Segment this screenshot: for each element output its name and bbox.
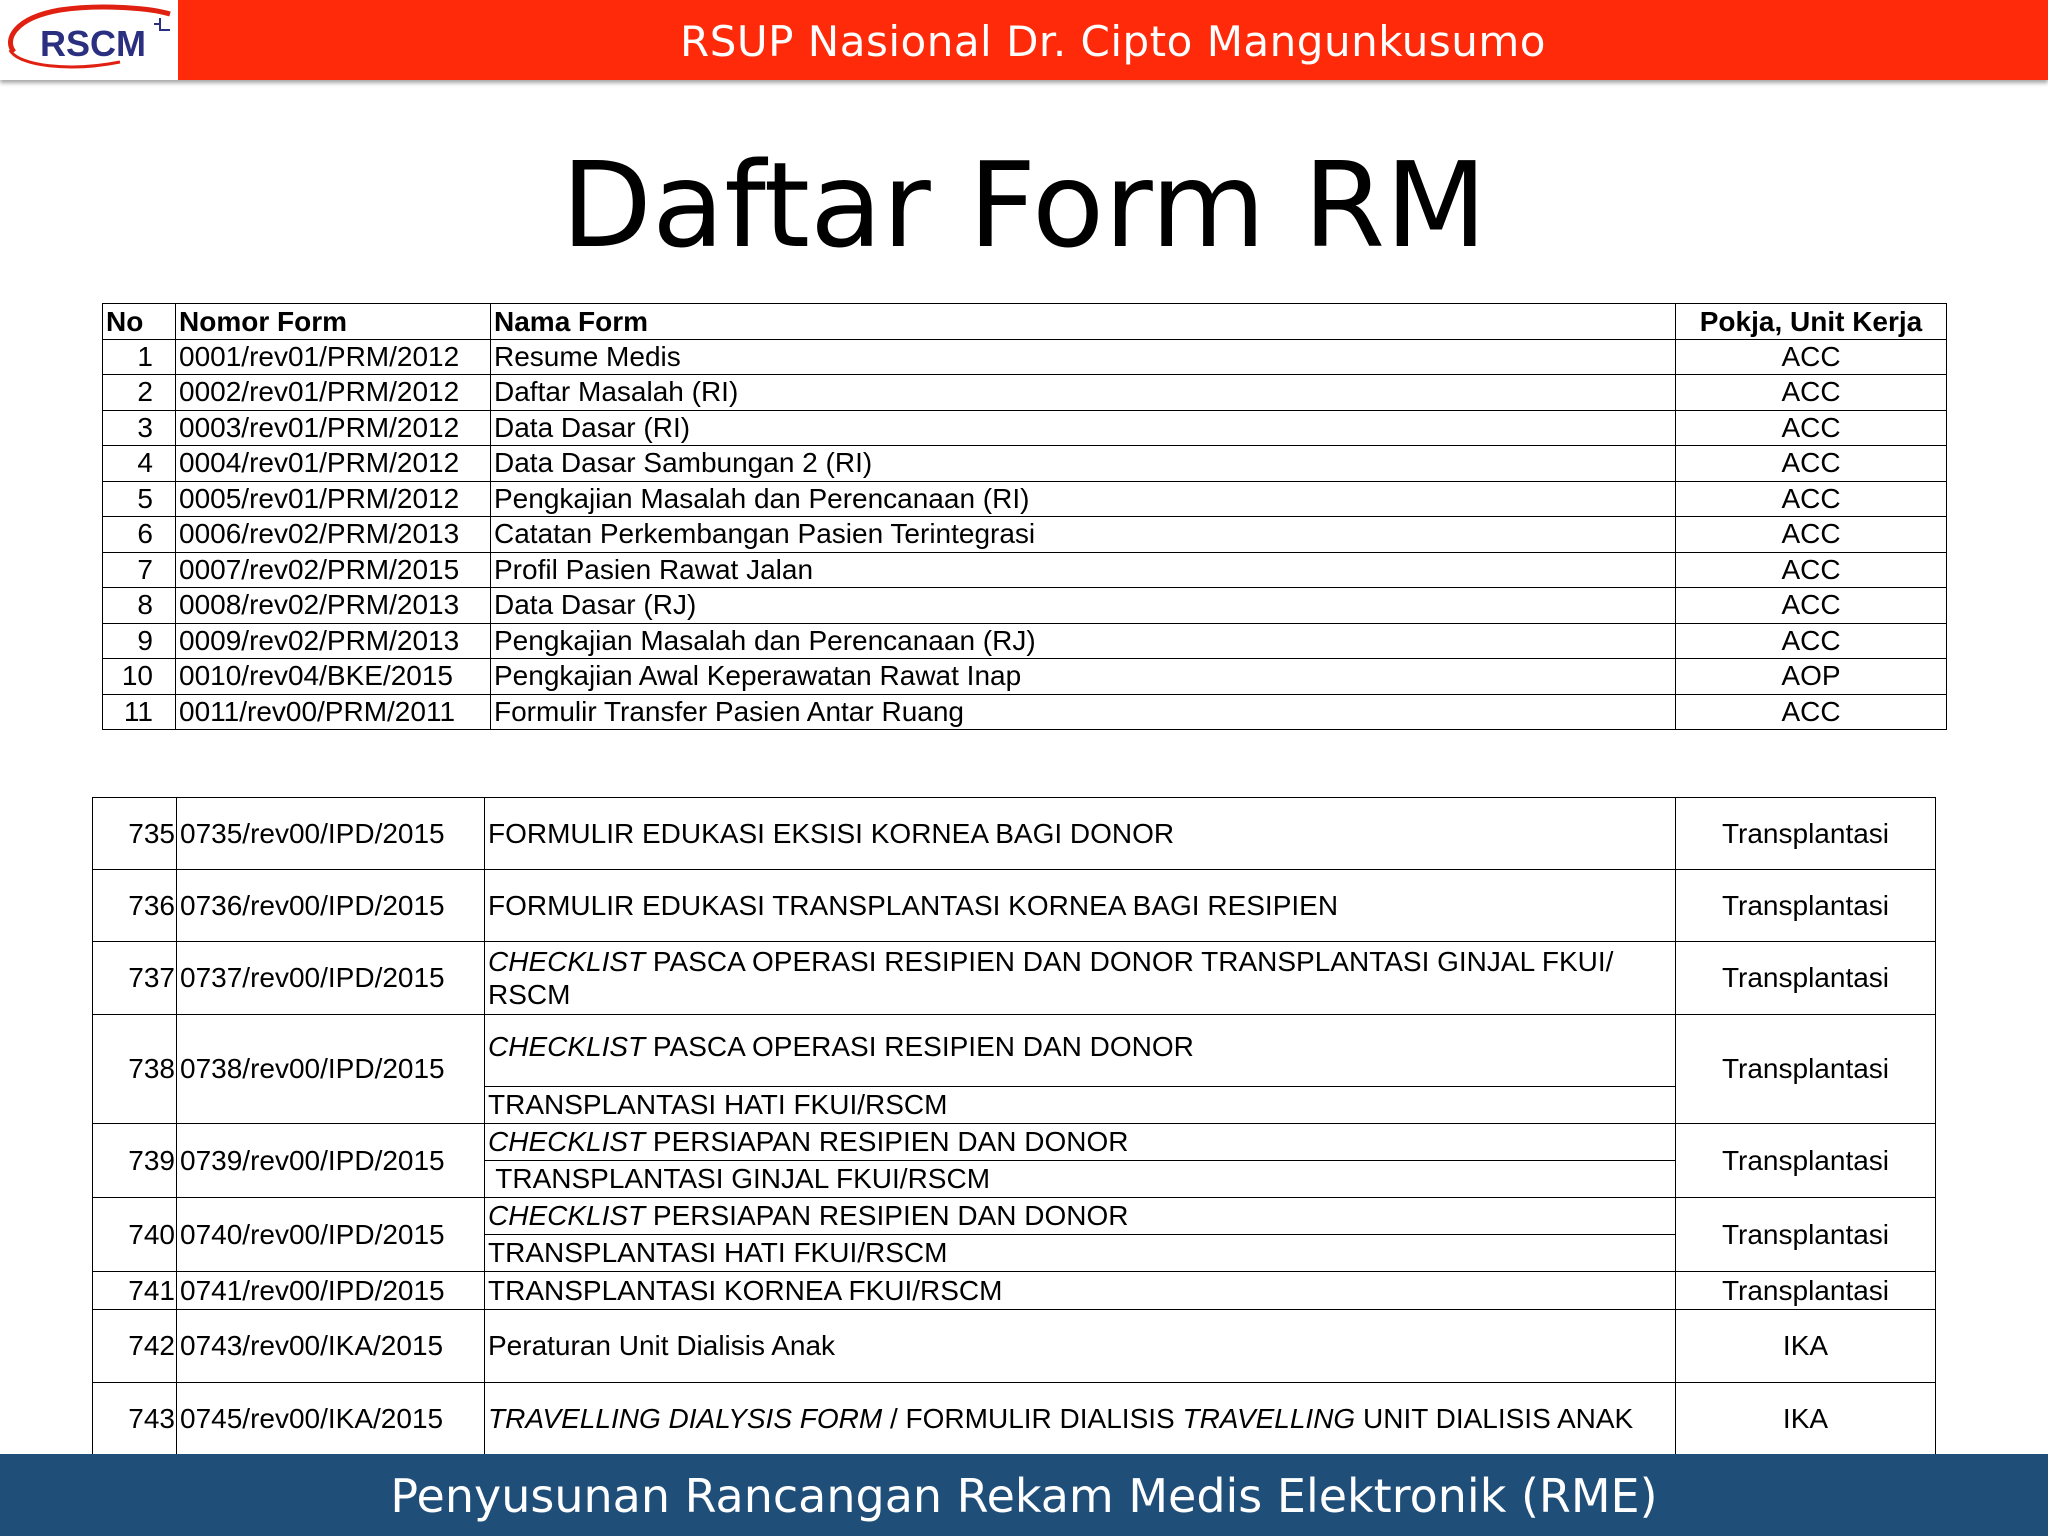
cell-unit: Transplantasi xyxy=(1676,870,1936,942)
header-nama-form: Nama Form xyxy=(491,304,1676,340)
cell-unit: ACC xyxy=(1676,410,1947,446)
cell-no: 9 xyxy=(103,623,176,659)
cell-nomor: 0003/rev01/PRM/2012 xyxy=(176,410,491,446)
cell-no: 735 xyxy=(93,798,177,870)
cell-nama: FORMULIR EDUKASI TRANSPLANTASI KORNEA BAGI RESIPIEN xyxy=(485,870,1676,942)
cell-unit: ACC xyxy=(1676,517,1947,553)
cell-nama: Pengkajian Masalah dan Perencanaan (RI) xyxy=(491,481,1676,517)
nama-text: PERSIAPAN RESIPIEN DAN DONOR xyxy=(645,1200,1129,1231)
cell-nomor: 0010/rev04/BKE/2015 xyxy=(176,659,491,695)
cell-no: 740 xyxy=(93,1198,177,1272)
cell-unit: ACC xyxy=(1676,446,1947,482)
table-header-row xyxy=(103,304,1947,340)
cell-nama: Profil Pasien Rawat Jalan xyxy=(491,552,1676,588)
cell-unit: IKA xyxy=(1676,1383,1936,1456)
cell-unit: Transplantasi xyxy=(1676,1198,1936,1272)
cell-nomor: 0004/rev01/PRM/2012 xyxy=(176,446,491,482)
table-row xyxy=(103,659,1947,695)
table-row xyxy=(103,339,1947,375)
cell-nomor: 0745/rev00/IKA/2015 xyxy=(177,1383,485,1456)
cell-no: 4 xyxy=(103,446,176,482)
table-row xyxy=(103,375,1947,411)
cell-unit: ACC xyxy=(1676,694,1947,730)
cell-nomor: 0011/rev00/PRM/2011 xyxy=(176,694,491,730)
cell-nama: Resume Medis xyxy=(491,339,1676,375)
cell-nama: Data Dasar (RI) xyxy=(491,410,1676,446)
cell-nomor: 0005/rev01/PRM/2012 xyxy=(176,481,491,517)
cell-no: 739 xyxy=(93,1124,177,1198)
cell-nama: Pengkajian Awal Keperawatan Rawat Inap xyxy=(491,659,1676,695)
table-row xyxy=(93,942,1936,1015)
cell-nomor: 0736/rev00/IPD/2015 xyxy=(177,870,485,942)
table-row xyxy=(103,517,1947,553)
table-row xyxy=(103,623,1947,659)
header-bar xyxy=(0,0,2048,80)
cell-nomor: 0735/rev00/IPD/2015 xyxy=(177,798,485,870)
cell-no: 11 xyxy=(103,694,176,730)
cell-no: 3 xyxy=(103,410,176,446)
cell-no: 8 xyxy=(103,588,176,624)
cell-nama xyxy=(485,1015,1676,1087)
cell-nama xyxy=(485,942,1676,1015)
italic-term: CHECKLIST xyxy=(488,1200,646,1231)
italic-term: CHECKLIST xyxy=(488,1031,646,1062)
form-list-table-bottom xyxy=(92,797,1936,1456)
cell-nama-line2: TRANSPLANTASI HATI FKUI/RSCM xyxy=(485,1235,1676,1272)
cell-unit: AOP xyxy=(1676,659,1947,695)
cell-no: 5 xyxy=(103,481,176,517)
cell-unit: Transplantasi xyxy=(1676,1015,1936,1124)
cell-unit: ACC xyxy=(1676,339,1947,375)
italic-term: CHECKLIST xyxy=(488,946,646,977)
cell-nama: Catatan Perkembangan Pasien Terintegrasi xyxy=(491,517,1676,553)
cell-unit: Transplantasi xyxy=(1676,1124,1936,1198)
cell-nomor: 0737/rev00/IPD/2015 xyxy=(177,942,485,1015)
nama-text: PERSIAPAN RESIPIEN DAN DONOR xyxy=(645,1126,1129,1157)
cell-no: 738 xyxy=(93,1015,177,1124)
cell-no: 6 xyxy=(103,517,176,553)
page-title: Daftar Form RM xyxy=(561,136,1487,274)
cell-nomor: 0002/rev01/PRM/2012 xyxy=(176,375,491,411)
logo-swoosh-icon xyxy=(0,0,178,80)
cell-no: 742 xyxy=(93,1310,177,1383)
table-row xyxy=(93,870,1936,942)
table-row xyxy=(93,1015,1936,1087)
cell-nomor: 0740/rev00/IPD/2015 xyxy=(177,1198,485,1272)
cell-unit: ACC xyxy=(1676,623,1947,659)
cell-no: 737 xyxy=(93,942,177,1015)
table-row xyxy=(93,1310,1936,1383)
rscm-logo xyxy=(0,0,178,80)
footer-bar xyxy=(0,1454,2048,1536)
cell-no: 2 xyxy=(103,375,176,411)
italic-term: TRAVELLING DIALYSIS FORM xyxy=(488,1403,883,1434)
table-row xyxy=(93,798,1936,870)
cell-no: 743 xyxy=(93,1383,177,1456)
cell-nomor: 0741/rev00/IPD/2015 xyxy=(177,1272,485,1310)
cell-nama: Peraturan Unit Dialisis Anak xyxy=(485,1310,1676,1383)
cell-unit: Transplantasi xyxy=(1676,942,1936,1015)
table-row xyxy=(93,1272,1936,1310)
cell-unit: Transplantasi xyxy=(1676,798,1936,870)
italic-term: CHECKLIST xyxy=(488,1126,646,1157)
cell-nama-line2: TRANSPLANTASI HATI FKUI/RSCM xyxy=(485,1087,1676,1124)
italic-term: TRAVELLING xyxy=(1182,1403,1356,1434)
cell-nama: FORMULIR EDUKASI EKSISI KORNEA BAGI DONOR xyxy=(485,798,1676,870)
table-row xyxy=(93,1124,1936,1161)
nama-text: PASCA OPERASI RESIPIEN DAN DONOR TRANSPLANTASI GINJAL FKUI/ RSCM xyxy=(488,946,1614,1010)
cell-nomor: 0739/rev00/IPD/2015 xyxy=(177,1124,485,1198)
nama-text: PASCA OPERASI RESIPIEN DAN DONOR xyxy=(645,1031,1194,1062)
table-row xyxy=(103,446,1947,482)
table-row xyxy=(93,1383,1936,1456)
cell-nama xyxy=(485,1383,1676,1456)
footer-title: Penyusunan Rancangan Rekam Medis Elektronik (RME) xyxy=(390,1469,1658,1523)
cell-nama-line2: TRANSPLANTASI GINJAL FKUI/RSCM xyxy=(485,1161,1676,1198)
cell-nama xyxy=(485,1124,1676,1161)
cell-unit: ACC xyxy=(1676,552,1947,588)
cell-nama: Pengkajian Masalah dan Perencanaan (RJ) xyxy=(491,623,1676,659)
cell-no: 736 xyxy=(93,870,177,942)
header-nomor-form: Nomor Form xyxy=(176,304,491,340)
cell-no: 1 xyxy=(103,339,176,375)
cell-nomor: 0008/rev02/PRM/2013 xyxy=(176,588,491,624)
header-title: RSUP Nasional Dr. Cipto Mangunkusumo xyxy=(680,17,1546,66)
table-row xyxy=(103,588,1947,624)
cell-nomor: 0009/rev02/PRM/2013 xyxy=(176,623,491,659)
cell-nomor: 0006/rev02/PRM/2013 xyxy=(176,517,491,553)
nama-text: UNIT DIALISIS ANAK xyxy=(1355,1403,1634,1434)
cell-nomor: 0007/rev02/PRM/2015 xyxy=(176,552,491,588)
header-pokja-unit-kerja: Pokja, Unit Kerja xyxy=(1676,304,1947,340)
cell-nama xyxy=(485,1198,1676,1235)
cell-nama: Data Dasar (RJ) xyxy=(491,588,1676,624)
cell-nomor: 0743/rev00/IKA/2015 xyxy=(177,1310,485,1383)
cell-unit: Transplantasi xyxy=(1676,1272,1936,1310)
cell-nomor: 0001/rev01/PRM/2012 xyxy=(176,339,491,375)
cell-no: 10 xyxy=(103,659,176,695)
header-no: No xyxy=(103,304,176,340)
cell-no: 7 xyxy=(103,552,176,588)
table-row xyxy=(93,1198,1936,1235)
cell-nama: TRANSPLANTASI KORNEA FKUI/RSCM xyxy=(485,1272,1676,1310)
cell-nomor: 0738/rev00/IPD/2015 xyxy=(177,1015,485,1124)
nama-text: / FORMULIR DIALISIS xyxy=(882,1403,1183,1434)
table-row xyxy=(103,552,1947,588)
cell-no: 741 xyxy=(93,1272,177,1310)
form-list-table-top xyxy=(102,303,1947,730)
table-row xyxy=(103,410,1947,446)
cell-unit: IKA xyxy=(1676,1310,1936,1383)
cell-unit: ACC xyxy=(1676,588,1947,624)
cell-unit: ACC xyxy=(1676,481,1947,517)
table-row xyxy=(103,694,1947,730)
cell-unit: ACC xyxy=(1676,375,1947,411)
table-row xyxy=(103,481,1947,517)
cell-nama: Daftar Masalah (RI) xyxy=(491,375,1676,411)
cell-nama: Formulir Transfer Pasien Antar Ruang xyxy=(491,694,1676,730)
cell-nama: Data Dasar Sambungan 2 (RI) xyxy=(491,446,1676,482)
logo-text: RSCM xyxy=(40,23,146,64)
